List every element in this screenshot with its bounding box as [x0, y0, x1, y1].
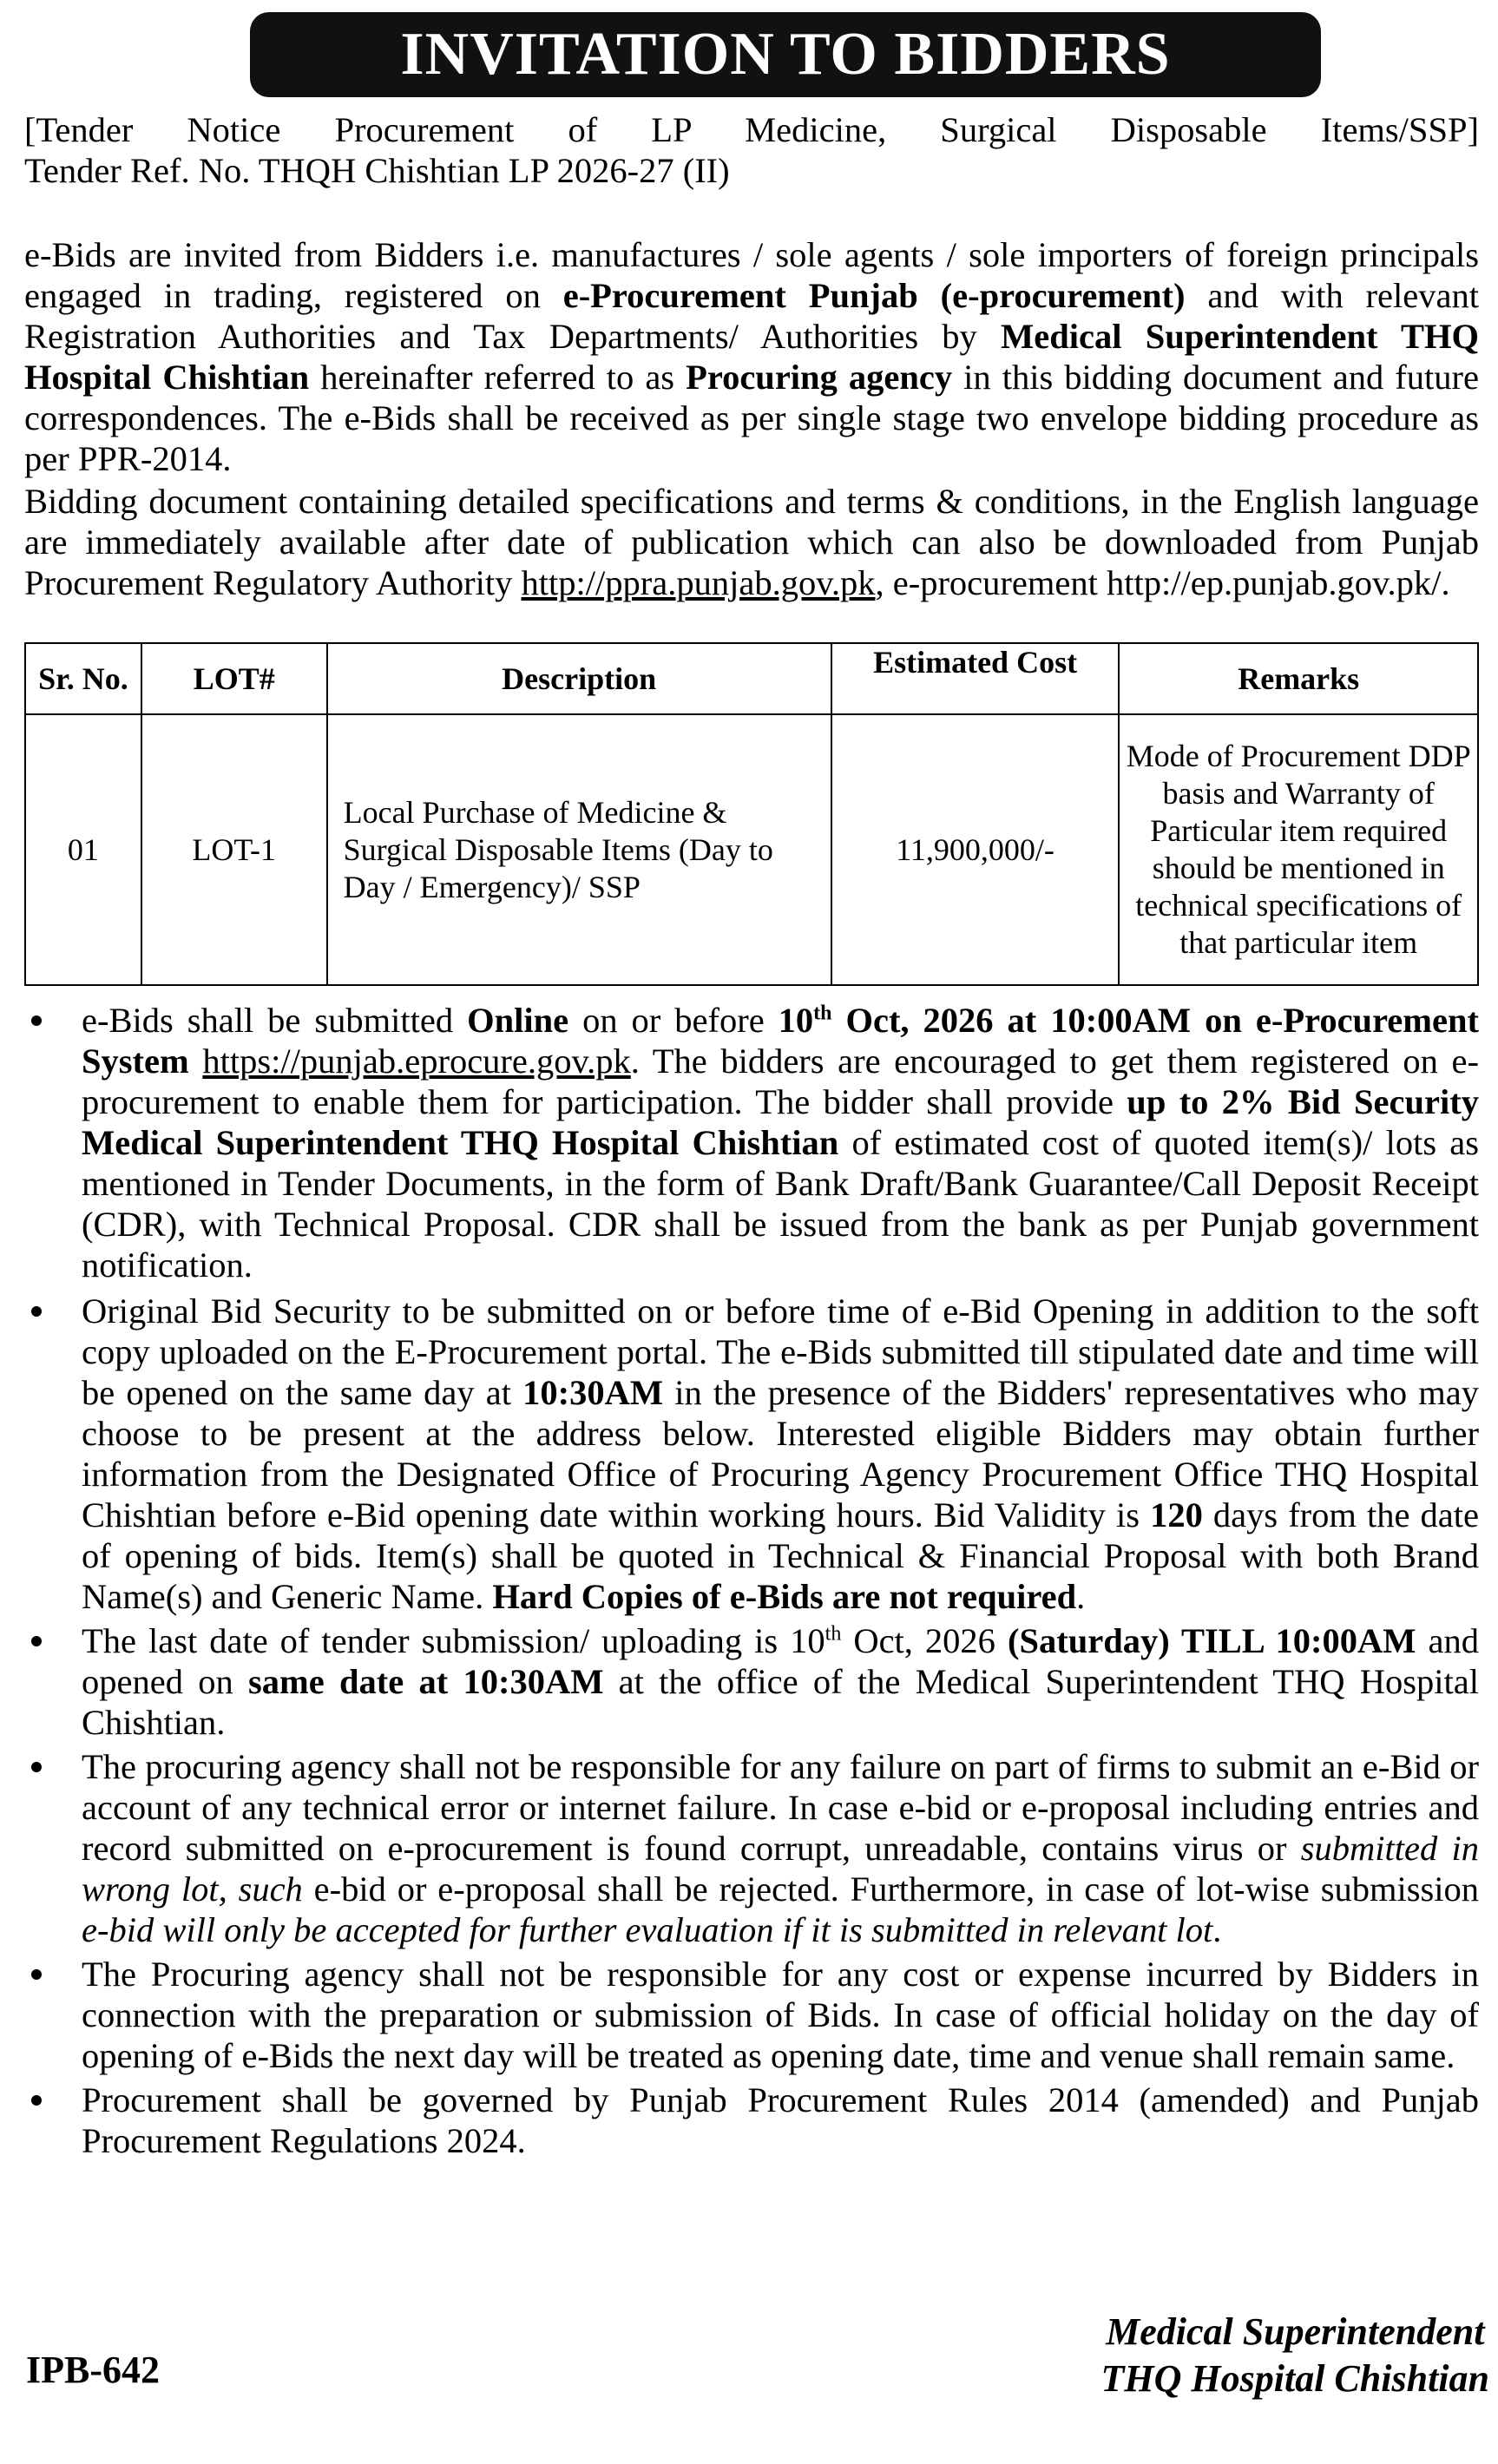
term-superscript: th [813, 1002, 832, 1025]
term-text-bold: 10:30AM [522, 1373, 664, 1412]
term-text: in the presence of the Bidders' representatives who may choose to be present at the address below. Interested eligible Bidders may obtain further information from the Designated Office of Procuring Agency Procurement Office THQ Hospital Chishtian before e-Bid opening date within working hours. Bid Validity is [82, 1373, 1479, 1534]
intro-text: hereinafter referred to as [309, 358, 687, 397]
term-text: . The bidders are encouraged to get them registered on e-procurement to enable them for participation. The bidder shall provide [82, 1041, 1479, 1121]
intro-text-bold: e-Procurement Punjab (e-procurement) [562, 276, 1186, 315]
list-item [24, 1954, 1479, 2076]
term-text: Procurement shall be governed by Punjab Procurement Rules 2014 (amended) and Punjab Procurement Regulations 2024. [82, 2080, 1479, 2160]
ad-code: IPB-642 [26, 2349, 160, 2391]
term-text: at the office of the Medical Superintendent THQ Hospital Chishtian. [82, 1662, 1480, 1742]
list-item [24, 1291, 1479, 1617]
term-text: and opened on [82, 1621, 1479, 1701]
term-text-bold: up to 2% Bid Security Medical Superintendent THQ Hospital Chishtian [82, 1082, 1480, 1162]
ppra-link[interactable]: http://ppra.punjab.gov.pk [521, 563, 876, 602]
term-text: e-Bids shall be submitted [82, 1001, 468, 1040]
terms-list [24, 1000, 1479, 2161]
table-row [25, 714, 1478, 985]
lot-table [24, 642, 1479, 986]
bullet-icon [31, 1015, 42, 1026]
list-item [24, 1000, 1479, 1285]
bidding-text: Bidding document containing detailed specifications and terms & conditions, in the English language are immediately available after date of publication which can also be downloaded from Punjab Procurement Regulatory Authority [24, 482, 1479, 602]
term-text: . [1076, 1577, 1086, 1616]
term-text: e-bid or e-proposal shall be rejected. Furthermore, in case of lot-wise submission [302, 1869, 1479, 1909]
bullet-icon [31, 1636, 42, 1646]
bidding-text: , e-procurement http://ep.punjab.gov.pk/. [875, 563, 1450, 602]
bullet-icon [31, 1306, 42, 1317]
header-estimated-cost: Estimated Cost [831, 643, 1120, 714]
cell-lot: LOT-1 [141, 714, 327, 985]
header-sr-no: Sr. No. [25, 643, 141, 714]
intro-text-bold: Procuring agency [686, 358, 953, 397]
term-text: Original Bid Security to be submitted on or before time of e-Bid Opening in addition to the soft copy uploaded on the E-Procurement portal. The e-Bids submitted till stipulated date and time will be opened on the same day at [82, 1291, 1479, 1412]
header-remarks: Remarks [1119, 643, 1478, 714]
cell-sr-no: 01 [25, 714, 141, 985]
page-title: INVITATION TO BIDDERS [400, 21, 1171, 88]
list-item [24, 1620, 1479, 1743]
term-text: The last date of tender submission/ uploading is 10 [82, 1621, 825, 1660]
term-text-bold: Oct, 2026 at 10:00AM on e-Procurement System [82, 1001, 1480, 1081]
tender-header [24, 109, 1479, 191]
bullet-icon [31, 1762, 42, 1772]
tender-reference: Tender Ref. No. THQH Chishtian LP 2026-27 (II) [24, 151, 730, 190]
cell-estimated-cost: 11,900,000/- [831, 714, 1120, 985]
term-superscript: th [825, 1622, 842, 1646]
term-text-bold: same date at 10:30AM [247, 1662, 604, 1701]
term-text: of estimated cost of quoted item(s)/ lots as mentioned in Tender Documents, in the form of Bank Draft/Bank Guarantee/Call Deposit Receipt (CDR), with Technical Proposal. CDR shall be issued from the bank as per Punjab government notification. [82, 1123, 1479, 1285]
term-text-bold: 120 [1150, 1495, 1203, 1534]
bullet-icon [31, 2095, 42, 2106]
term-text-italic: e-bid will only be accepted for further evaluation if it is submitted in relevant lot [82, 1910, 1213, 1949]
eprocure-link[interactable]: https://punjab.eprocure.gov.pk [202, 1041, 631, 1081]
term-text: on or before [568, 1001, 779, 1040]
term-text: Oct, 2026 [841, 1621, 1008, 1660]
bidding-document-paragraph [24, 481, 1479, 603]
term-text: days from the date of opening of bids. Item(s) shall be quoted in Technical & Financial Proposal with both Brand Name(s) and Generic Name. [82, 1495, 1479, 1616]
tender-subject: [Tender Notice Procurement of LP Medicine, Surgical Disposable Items/SSP] [24, 110, 1479, 149]
header-lot: LOT# [141, 643, 327, 714]
list-item [24, 1746, 1479, 1950]
term-text: The Procuring agency shall not be responsible for any cost or expense incurred by Bidders in connection with the preparation or submission of Bids. In case of official holiday on the day of opening of e-Bids the next day will be treated as opening date, time and venue shall remain same. [82, 1955, 1479, 2075]
bullet-icon [31, 1969, 42, 1980]
intro-paragraph [24, 234, 1479, 479]
term-text: . [1212, 1910, 1222, 1949]
intro-text: and with relevant Registration Authorities and Tax Departments/ Authorities by [24, 276, 1479, 356]
term-text-italic: submitted in wrong lot, such [82, 1829, 1479, 1909]
intro-text: in this bidding document and future correspondences. The e-Bids shall be received as per single stage two envelope bidding procedure as per PPR-2014. [24, 358, 1480, 478]
signature-block [1101, 2309, 1489, 2402]
title-banner [250, 12, 1321, 97]
list-item [24, 2080, 1479, 2161]
term-text-bold: (Saturday) TILL 10:00AM [1007, 1621, 1416, 1660]
signatory-office: THQ Hospital Chishtian [1101, 2357, 1489, 2400]
term-text-bold: Hard Copies of e-Bids are not required [492, 1577, 1077, 1616]
term-text-bold: Online [467, 1001, 569, 1040]
header-description: Description [327, 643, 831, 714]
cell-remarks: Mode of Procurement DDP basis and Warranty of Particular item required should be mentioned in technical specifications of that particular item [1119, 714, 1478, 985]
term-text-bold: 10 [778, 1001, 814, 1040]
cell-description: Local Purchase of Medicine & Surgical Disposable Items (Day to Day / Emergency)/ SSP [327, 714, 831, 985]
table-header-row [25, 643, 1478, 714]
intro-text: e-Bids are invited from Bidders i.e. manufactures / sole agents / sole importers of foreign principals engaged in trading, registered on [24, 235, 1479, 315]
intro-text-bold: Medical Superintendent THQ Hospital Chishtian [24, 317, 1479, 397]
signatory-title: Medical Superintendent [1106, 2310, 1485, 2353]
term-text: The procuring agency shall not be responsible for any failure on part of firms to submit an e-Bid or account of any technical error or internet failure. In case e-bid or e-proposal including entries and record submitted on e-procurement is found corrupt, unreadable, contains virus or [82, 1747, 1479, 1868]
